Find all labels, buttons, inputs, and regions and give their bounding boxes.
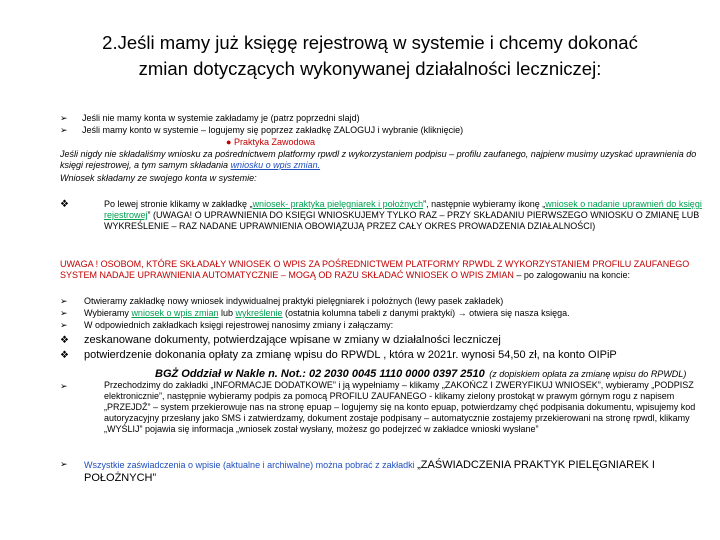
attachment-1: zeskanowane dokumenty, potwierdzające wpisane w zmiany w działalności leczniczej [84, 334, 501, 346]
diamond-bullet-icon: ❖ [60, 335, 69, 346]
arrow-bullet-icon: ➢ [60, 381, 68, 391]
praktyka-zawodowa: ● Praktyka Zawodowa [226, 137, 315, 147]
warning-block: UWAGA ! OSOBOM, KTÓRE SKŁADAŁY WNIOSEK O WPIS ZA POŚREDNICTWEM PLATFORMY RPWDL Z WYKORZYSTANIEM PROFILU ZAUFANEGO SYSTEM NADAJE UPRAWNIENIA AUTOMATYCZNIE – MOGĄ OD RAZU SKŁADAĆ WNIOSEK O WPIS ZMIAN – po zalogowaniu na koncie: [60, 259, 690, 280]
wykreslenie-link[interactable]: wykreślenie [235, 308, 283, 318]
arrow-bullet-icon: ➢ [60, 113, 68, 123]
red-dot-icon: ● [226, 137, 232, 147]
arrow-bullet-icon: ➢ [60, 320, 68, 330]
diamond-bullet-icon: ❖ [60, 350, 69, 361]
wniosek-link[interactable]: wniosku o wpis zmian. [230, 160, 321, 170]
step-apply-changes: W odpowiednich zakładkach księgi rejestrowej nanosimy zmiany i załączamy: [84, 320, 394, 330]
step-open-tab: Otwieramy zakładkę nowy wniosek indywidualnej praktyki pielęgniarek i położnych (lewy pasek zakładek) [84, 296, 504, 306]
attachment-2: potwierdzenie dokonania opłaty za zmianę wpisu do RPWDL , która w 2021r. wynosi 54,50 zł, na konto OIPiP [84, 349, 617, 361]
own-account-note: Wniosek składamy ze swojego konta w systemie: [60, 173, 257, 183]
wpis-zmian-link[interactable]: wniosek o wpis zmian [131, 308, 219, 318]
never-submitted-note: Jeśli nigdy nie składaliśmy wniosku za pośrednictwem platformy rpwdl z wykorzystaniem podpisu – profilu zaufanego, najpierw musimy uzyskać uprawnienia do księgi rejestrowej, a tym samym składania wniosku o wpis zmian. [60, 149, 697, 170]
diamond-bullet-icon: ❖ [60, 199, 69, 210]
arrow-bullet-icon: ➢ [60, 125, 68, 135]
step1-text: Po lewej stronie klikamy w zakładkę „wniosek- praktyka pielęgniarek i położnych”, następnie wybieramy ikonę „wniosek o nadanie uprawnień do księgi rejestrowej” (UWAGA! O UPRAWNIENIA DO KSIĘGI WNIOSKUJEMY TYLKO RAZ – PRZY SKŁADANIU PIERWSZEGO WNIOSKU O ZMIANĘ LUB WYKREŚLENIE – RAZ NADANE UPRAWNIENIA OBOWIĄZUJĄ PRZEZ CAŁY OKRES PROWADZENIA DZIAŁALNOŚCI) [104, 199, 702, 231]
signing-instructions: Przechodzimy do zakładki „INFORMACJE DODATKOWE” i ją wypełniamy – klikamy „ZAKOŃCZ I ZWERYFIKUJ WNIOSEK”, wybieramy „PODPISZ elektronicznie”, następnie wybieramy podpis za pomocą PROFILU ZAUFANEGO - klikamy zielony prostokąt w prawym górnym rogu z napisem „PRZEJDŹ” – system przekierowuje nas na stronę epuap – logujemy się na konto epuap, potwierdzamy chęć podpisania dokumentu, wpisujemy kod autoryzacyjny przesłany jako SMS i zatwierdzamy, dokument zostaje podpisany – automatycznie zostajemy przekierowani na stronę rpwdl, klikamy „WYŚLIJ” pojawia się informacja „wniosek został wysłany, możesz go podejrzeć w zakładce wnioski wysłane” [104, 380, 696, 434]
arrow-bullet-icon: ➢ [60, 308, 68, 318]
arrow-bullet-icon: ➢ [60, 296, 68, 306]
certificates-note: Wszystkie zaświadczenia o wpisie (aktualne i archiwalne) można pobrać z zakładki „ZAŚWIADCZENIA PRAKTYK PIELĘGNIAREK I POŁOŻNYCH” [84, 459, 655, 484]
bank-details: BGŻ Oddział w Nakle n. Not.: 02 2030 0045 1110 0000 0397 2510 (z dopiskiem opłata za zmianę wpisu do RPWDL) [155, 368, 687, 380]
arrow-bullet-icon: ➢ [60, 459, 68, 469]
step-choose: Wybieramy wniosek o wpis zmian lub wykreślenie (ostatnia kolumna tabeli z danymi praktyki) → otwiera się nasza księga. [84, 308, 570, 318]
page-title: 2.Jeśli mamy już księgę rejestrową w systemie i chcemy dokonać zmian dotyczących wykonywanej działalności leczniczej: [102, 32, 638, 79]
intro-bullet-1: Jeśli nie mamy konta w systemie zakładamy je (patrz poprzedni slajd) [82, 113, 360, 123]
intro-bullet-2: Jeśli mamy konto w systemie – logujemy się poprzez zakładkę ZALOGUJ i wybranie (kliknięcie) [82, 125, 464, 135]
